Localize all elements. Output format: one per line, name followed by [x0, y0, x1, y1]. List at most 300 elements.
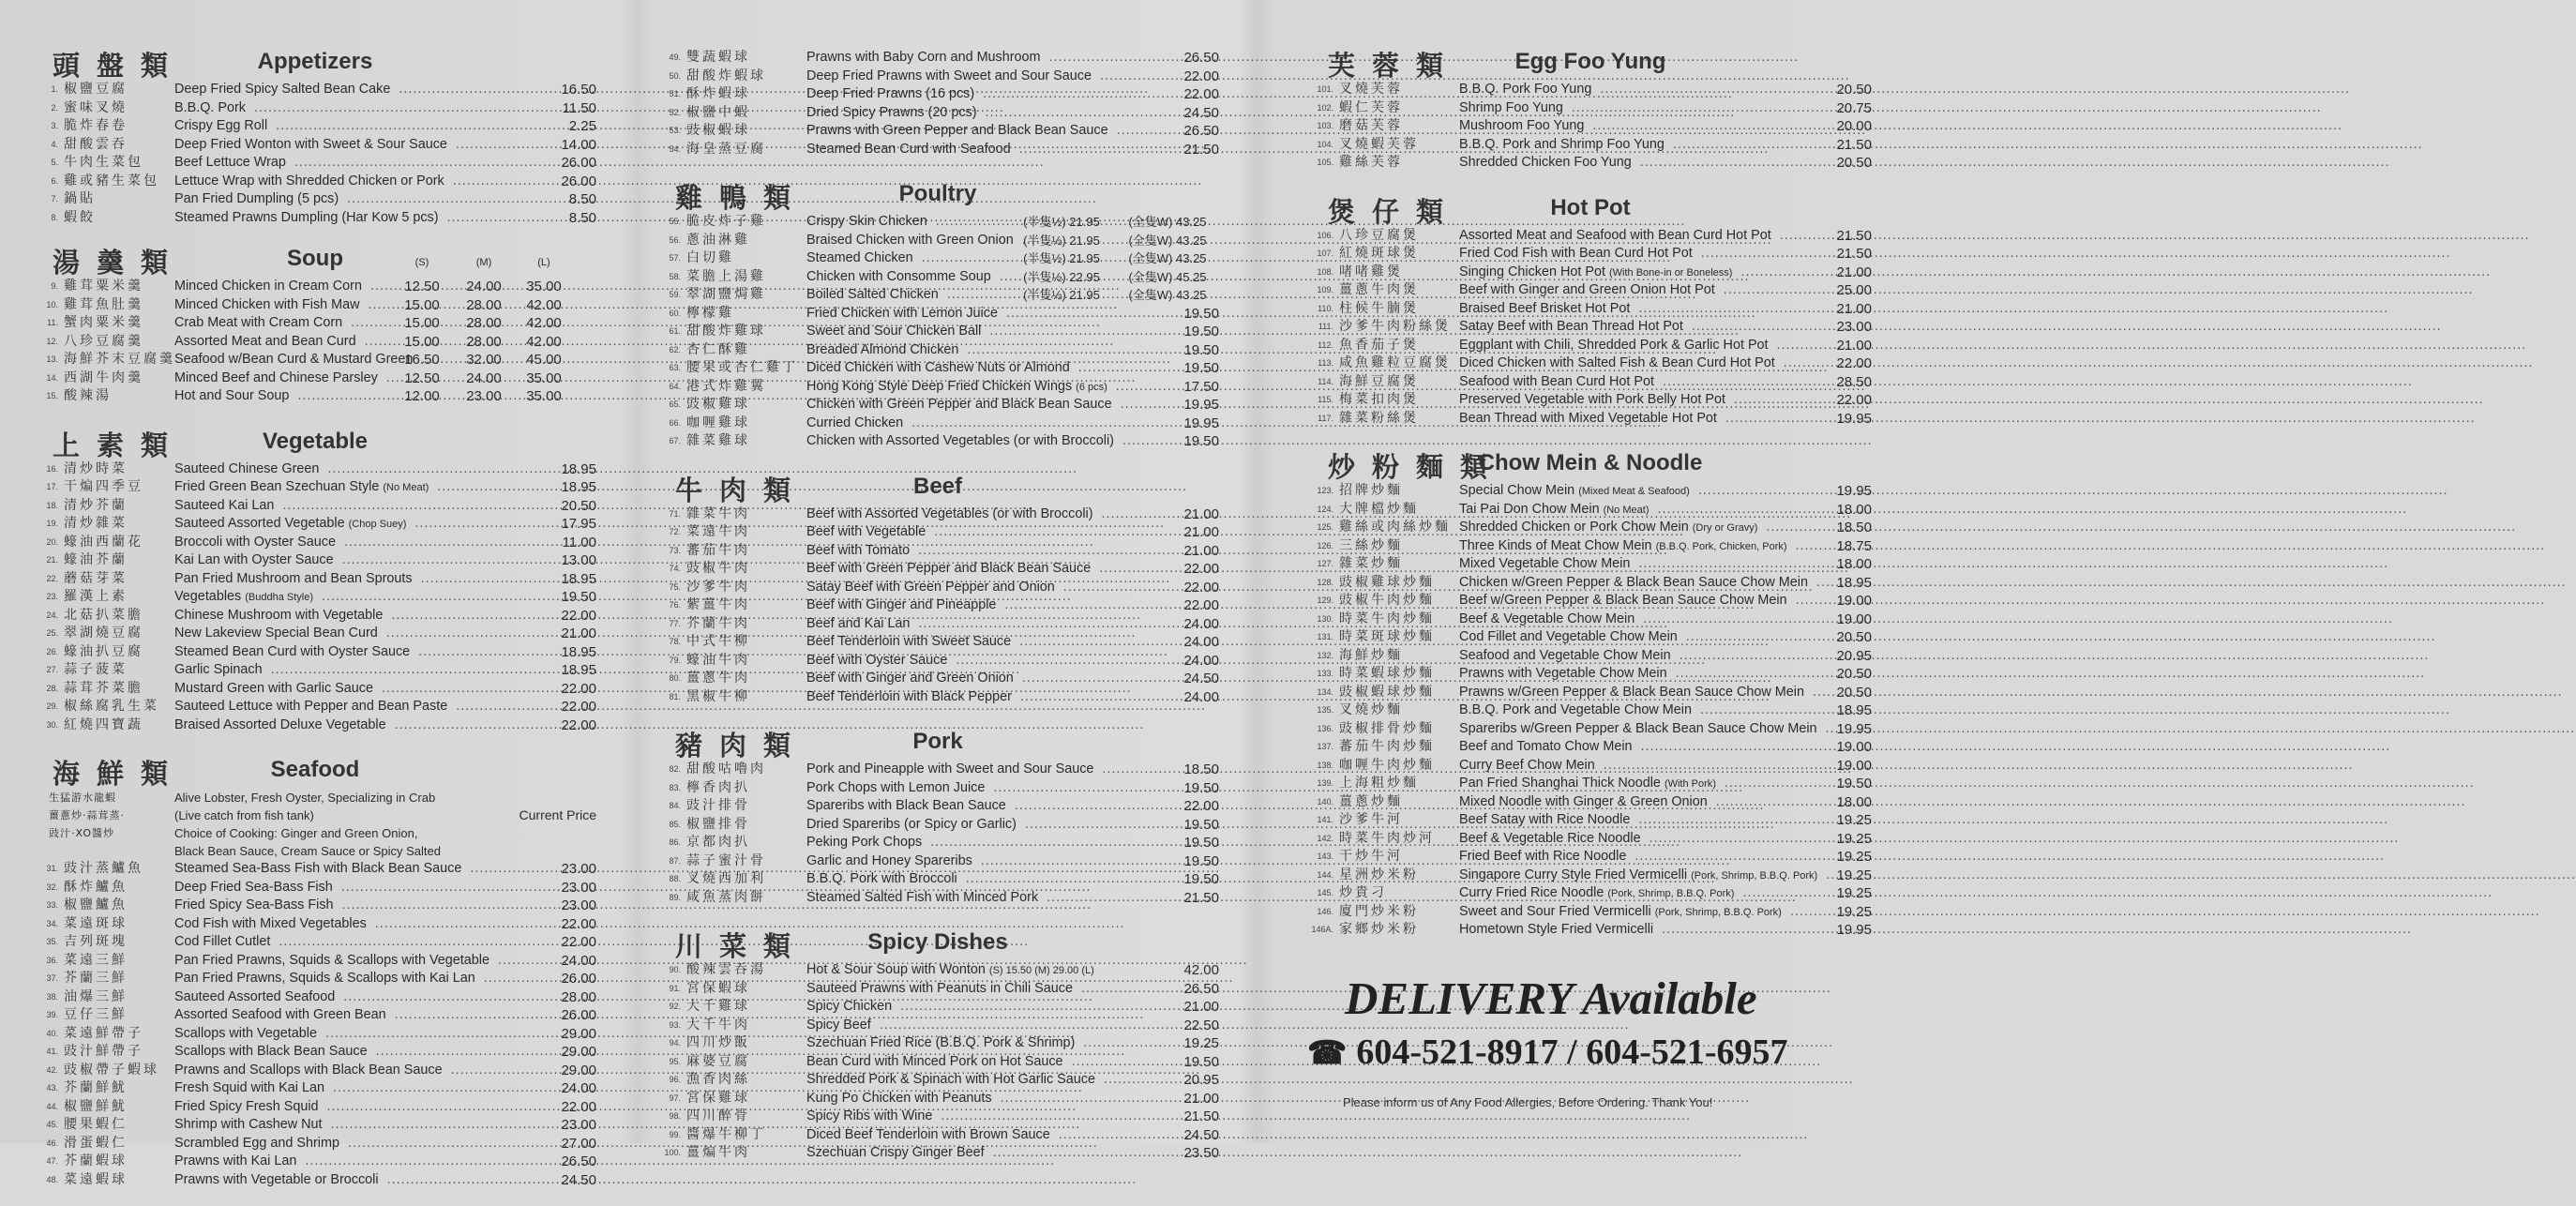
menu-item — [34, 1098, 596, 1117]
seafood-note — [34, 842, 596, 860]
item-name — [174, 1171, 512, 1190]
item-name-text: Steamed Salted Fish with Minced Pork — [806, 889, 1039, 905]
item-number: 74. — [669, 564, 681, 573]
menu-item — [34, 661, 596, 680]
item-name-text: Singapore Curry Style Fried Vermicelli — [1459, 867, 1688, 882]
menu-item — [34, 278, 596, 296]
item-name-text: Prawns with Green Pepper and Black Bean Sauce — [806, 123, 1108, 138]
item-price: 18.95 — [1836, 702, 1872, 718]
item-number: 86. — [669, 837, 681, 847]
item-name-chinese: 牛肉生菜包 — [64, 155, 143, 170]
item-name-text: Sauteed Chinese Green — [174, 460, 320, 476]
item-number: 84. — [669, 801, 681, 810]
menu-item — [1309, 337, 1872, 355]
menu-item — [1309, 903, 1872, 922]
item-price: 21.50 — [1836, 246, 1872, 262]
item-name-chinese: 杏仁酥雞 — [686, 341, 750, 357]
item-price: 13.00 — [561, 552, 596, 568]
note-text: (Live catch from fish tank) — [174, 808, 314, 822]
item-price-half: (半隻½) 21.95 — [1023, 288, 1100, 302]
item-number: 101. — [1317, 84, 1333, 94]
item-name-text: Garlic and Honey Spareribs — [806, 852, 972, 868]
item-price: 22.00 — [1183, 561, 1219, 577]
item-number: 46. — [46, 1138, 58, 1148]
item-price: 23.00 — [561, 1117, 596, 1133]
menu-item — [1309, 264, 1872, 282]
item-number: 22. — [46, 573, 58, 583]
item-note: (Pork, Shrimp, B.B.Q. Pork) — [1691, 869, 1818, 882]
item-number: 111. — [1318, 322, 1333, 331]
item-price: 20.95 — [1183, 1072, 1219, 1088]
item-number: 139. — [1317, 778, 1333, 788]
item-price-whole: (全隻W) 43.25 — [1128, 251, 1207, 265]
item-number: 64. — [669, 381, 681, 391]
menu-item — [34, 387, 596, 406]
item-number: 55. — [669, 217, 681, 226]
item-number: 141. — [1317, 815, 1333, 824]
allergy-notice: Please inform us of Any Food Allergies, Before Ordering. Thank You! — [1343, 1095, 1713, 1109]
menu-item — [34, 497, 596, 516]
item-name-text: Steamed Prawns Dumpling (Har Kow 5 pcs) — [174, 209, 439, 225]
item-price: 21.00 — [1183, 524, 1219, 540]
item-name-text: Curry Fried Rice Noodle — [1459, 885, 1604, 900]
item-name — [174, 1043, 512, 1062]
item-number: 80. — [669, 673, 681, 683]
item-price-m: 28.00 — [466, 333, 502, 350]
item-price: 26.50 — [1183, 980, 1219, 997]
item-number: 3. — [51, 121, 58, 130]
item-name — [806, 1090, 1135, 1108]
item-name-text: B.B.Q. Pork — [174, 99, 246, 115]
item-name-chinese: 油爆三鮮 — [64, 988, 128, 1004]
item-name — [174, 351, 414, 369]
item-name — [1459, 574, 1808, 593]
section-title: Pork — [912, 729, 963, 754]
item-name — [174, 897, 512, 915]
item-name — [806, 797, 1135, 816]
item-number: 135. — [1317, 705, 1333, 715]
item-number: 102. — [1317, 102, 1333, 113]
item-name-text: Beef w/Green Pepper & Black Bean Sauce Chow Mein — [1459, 593, 1787, 608]
item-number: 34. — [46, 918, 58, 928]
item-price: 11.50 — [562, 99, 596, 116]
item-number: 90. — [669, 965, 681, 974]
item-name-text: Minced Chicken in Cream Corn — [174, 279, 362, 294]
item-price-whole: (全隻W) 45.25 — [1128, 269, 1207, 284]
item-name-text: Cod Fillet Cutlet — [174, 934, 271, 949]
item-price: 21.50 — [1836, 227, 1872, 244]
item-number: 66. — [669, 417, 681, 428]
item-name-chinese: 麻婆豆腐 — [686, 1053, 750, 1069]
item-name-chinese: 吉列斑塊 — [64, 934, 128, 949]
menu-item — [1309, 884, 1872, 903]
section-header — [1309, 189, 1872, 227]
item-name-chinese: 沙爹牛肉 — [686, 579, 750, 595]
menu-item — [34, 933, 596, 952]
item-number: 106. — [1317, 230, 1333, 240]
item-note: (Mixed Meat & Seafood) — [1578, 486, 1690, 497]
item-number: 25. — [46, 628, 58, 638]
item-name — [1459, 628, 1787, 647]
item-name-text: Steamed Sea-Bass Fish with Black Bean Sauce — [174, 861, 462, 876]
item-name — [174, 209, 512, 228]
item-price: 19.50 — [561, 589, 596, 605]
item-price: 19.00 — [1836, 739, 1872, 755]
item-number: 88. — [669, 874, 681, 883]
menu-item — [656, 560, 1219, 579]
menu-section — [656, 723, 1219, 907]
item-price: 23.00 — [561, 861, 596, 877]
section-title-chinese: 炒粉麵類 — [1328, 451, 1505, 483]
item-name-text: Diced Chicken with Cashew Nuts or Almond — [806, 360, 1070, 375]
item-price-whole: (全隻W) 43.25 — [1128, 233, 1207, 248]
menu-item — [656, 249, 1219, 268]
item-name — [174, 387, 381, 406]
item-name-chinese: 翠湖燒豆腐 — [64, 626, 143, 641]
item-name-chinese: 脆皮炸子雞 — [686, 214, 766, 229]
item-name-chinese: 豉椒牛肉 — [686, 561, 750, 576]
item-number: 67. — [669, 436, 681, 445]
item-number: 27. — [46, 665, 58, 674]
item-name-text: Spareribs with Black Bean Sauce — [806, 798, 1006, 813]
item-name — [1459, 830, 1787, 849]
item-name — [1459, 793, 1787, 812]
menu-item — [1309, 811, 1872, 830]
item-name-chinese: 甜酸炸雞球 — [686, 324, 766, 339]
section-header — [34, 43, 596, 81]
item-number: 26. — [46, 646, 58, 656]
item-name — [174, 588, 512, 608]
item-price-m: 23.00 — [466, 388, 502, 404]
item-number: 83. — [669, 782, 681, 792]
menu-item — [656, 323, 1219, 341]
item-name — [806, 122, 1135, 141]
item-name — [806, 1017, 1135, 1035]
item-name-text: Beef and Kai Lan — [806, 615, 911, 631]
item-name — [806, 560, 1135, 579]
item-name-chinese: 清炒芥蘭 — [64, 497, 128, 513]
item-price: 21.00 — [1836, 337, 1872, 354]
item-price: 19.95 — [1836, 720, 1872, 737]
item-number: 32. — [46, 882, 58, 892]
item-price: 19.50 — [1836, 776, 1872, 791]
item-name-text: Kung Po Chicken with Peanuts — [806, 1090, 992, 1106]
menu-item — [1309, 793, 1872, 812]
item-number: 45. — [46, 1120, 58, 1129]
item-price: 26.00 — [561, 155, 596, 171]
item-name-chinese: 海皇蒸豆腐 — [686, 141, 766, 157]
menu-item — [656, 49, 1219, 68]
item-number: 14. — [46, 372, 58, 383]
item-name — [806, 249, 1003, 268]
item-number: 53. — [669, 126, 681, 135]
item-name-chinese: 豉汁蒸鱸魚 — [64, 861, 143, 876]
item-price: 24.50 — [1183, 671, 1219, 686]
item-name-chinese: 滑蛋蝦仁 — [64, 1135, 128, 1151]
item-name — [1459, 245, 1787, 264]
item-name-chinese: 菜遠鮮帶子 — [64, 1025, 143, 1041]
item-name-text: Braised Beef Brisket Hot Pot — [1459, 300, 1631, 316]
item-number: 127. — [1317, 559, 1333, 568]
item-name-text: Beef with Tomato — [806, 542, 911, 558]
item-name — [174, 369, 381, 388]
item-price: 23.00 — [561, 897, 596, 913]
item-number: 71. — [669, 508, 681, 519]
item-name — [1459, 884, 1787, 904]
item-number: 51. — [669, 89, 681, 98]
menu-item — [34, 173, 596, 191]
item-name-text: Steamed Bean Curd with Oyster Sauce — [174, 643, 411, 659]
item-name — [174, 551, 512, 570]
menu-item — [34, 99, 596, 118]
item-name — [806, 998, 1135, 1017]
item-number: 146A. — [1311, 925, 1333, 934]
item-name-text: Lettuce Wrap with Shredded Chicken or Pork — [174, 173, 444, 188]
item-name-chinese: 豉椒雞球炒麵 — [1339, 574, 1435, 590]
item-name-chinese: 翠湖鹽焗雞 — [686, 287, 766, 302]
item-note: (Dry or Gravy) — [1692, 522, 1758, 534]
menu-item — [656, 816, 1219, 835]
item-price: 19.95 — [1836, 410, 1872, 427]
item-name-chinese: 薑煸牛肉 — [686, 1145, 750, 1160]
item-number: 1. — [51, 84, 58, 94]
menu-item — [656, 779, 1219, 798]
menu-item — [1309, 81, 1872, 99]
item-price-m: 32.00 — [466, 352, 502, 368]
item-name-chinese: 脆炸春卷 — [64, 118, 128, 133]
menu-item — [34, 534, 596, 552]
item-number: 59. — [669, 290, 681, 299]
size-label: (M) — [475, 257, 492, 268]
item-name — [174, 117, 512, 136]
item-name-chinese: 雜菜粉絲煲 — [1339, 410, 1419, 426]
item-name-chinese: 薑蔥牛肉 — [686, 671, 750, 686]
item-number: 89. — [669, 892, 681, 902]
item-price: 21.50 — [1183, 1108, 1219, 1124]
item-price: 19.50 — [1183, 816, 1219, 833]
item-note: (Buddha Style) — [245, 592, 313, 603]
item-name-text: Minced Chicken with Fish Maw — [174, 296, 360, 312]
item-number: 103. — [1317, 121, 1333, 130]
item-number: 109. — [1317, 285, 1333, 294]
item-number: 123. — [1317, 486, 1333, 495]
item-price: 29.00 — [561, 1044, 596, 1060]
item-number: 43. — [46, 1083, 58, 1093]
item-name-chinese: 檸檬雞 — [686, 305, 734, 321]
item-name — [806, 378, 1135, 398]
item-price: 24.00 — [1183, 634, 1219, 650]
item-name-text: Beef & Vegetable Chow Mein — [1459, 611, 1635, 626]
menu-item — [656, 670, 1219, 688]
menu-item — [656, 1034, 1219, 1053]
item-name-chinese: 椒鹽中蝦 — [686, 104, 750, 120]
item-number: 24. — [46, 610, 58, 620]
note-chinese: 生猛游水龍蝦 — [49, 791, 116, 804]
item-name-text: Three Kinds of Meat Chow Mein — [1459, 537, 1652, 553]
item-number: 145. — [1317, 888, 1333, 897]
item-name-chinese: 蠔油芥蘭 — [64, 552, 128, 567]
item-price: 19.25 — [1836, 830, 1872, 847]
item-name-text: Mixed Vegetable Chow Mein — [1459, 556, 1631, 571]
item-name — [174, 680, 512, 699]
item-name — [806, 834, 1135, 852]
menu-item — [34, 296, 596, 315]
item-name — [806, 1053, 1135, 1072]
item-name-text: Beef with Oyster Sauce — [806, 652, 948, 668]
menu-item — [34, 81, 596, 99]
item-name-text: Chicken w/Green Pepper & Black Bean Sauce Chow Mein — [1459, 574, 1808, 590]
item-price: 19.25 — [1836, 903, 1872, 920]
item-name-chinese: 咸魚雞粒豆腐煲 — [1339, 355, 1451, 370]
item-price: 19.50 — [1183, 360, 1219, 376]
note-text: Black Bean Sauce, Cream Sauce or Spicy Salted — [174, 844, 441, 858]
item-name — [174, 716, 512, 735]
item-note: (With Pork) — [1664, 778, 1716, 790]
item-name-text: Crispy Skin Chicken — [806, 214, 927, 229]
menu-column-2 — [656, 43, 1219, 1180]
item-name-text: Beef & Vegetable Rice Noodle — [1459, 830, 1641, 846]
menu-item — [34, 952, 596, 971]
item-name-text: Shrimp Foo Yung — [1459, 99, 1563, 115]
item-name-text: Minced Beef and Chinese Parsley — [174, 369, 378, 385]
menu-column-3 — [1309, 43, 1872, 957]
item-name — [174, 1116, 512, 1135]
item-number: 37. — [46, 973, 58, 983]
item-name-chinese: 蝦仁芙蓉 — [1339, 99, 1403, 115]
menu-section — [656, 924, 1219, 1163]
item-name-text: Beef Satay with Rice Noodle — [1459, 812, 1631, 827]
item-price: 19.95 — [1836, 922, 1872, 938]
item-name — [174, 278, 381, 296]
menu-item — [656, 688, 1219, 707]
item-number: 42. — [46, 1064, 58, 1075]
item-name — [174, 314, 381, 333]
item-price: 19.50 — [1183, 324, 1219, 339]
menu-item — [34, 1079, 596, 1098]
item-price: 21.00 — [561, 626, 596, 641]
item-name-chinese: 雙蔬蝦球 — [686, 50, 750, 65]
item-name-text: Sauteed Lettuce with Pepper and Bean Paste — [174, 699, 448, 714]
section-title-chinese: 雞鴨類 — [675, 182, 808, 214]
item-name-chinese: 叉燒蝦芙蓉 — [1339, 136, 1419, 152]
item-number: 117. — [1318, 413, 1333, 423]
item-price: 24.00 — [561, 952, 596, 969]
menu-item — [34, 915, 596, 934]
menu-section — [1309, 445, 1872, 940]
note-chinese: 豉汁·XO醬炒 — [49, 827, 114, 839]
item-name-text: B.B.Q. Pork with Broccoli — [806, 871, 957, 886]
item-price-half: (半隻½) 21.95 — [1023, 251, 1100, 265]
item-price: 26.00 — [561, 173, 596, 189]
item-number: 44. — [46, 1101, 58, 1111]
item-price: 26.50 — [561, 1153, 596, 1169]
item-name-text: Sauteed Kai Lan — [174, 497, 275, 513]
item-name-text: Pan Fried Dumpling (5 pcs) — [174, 191, 339, 206]
item-price: 19.50 — [1183, 779, 1219, 796]
section-title: Egg Foo Yung — [1514, 49, 1666, 74]
item-name-chinese: 咖喱雞球 — [686, 415, 750, 430]
item-number: 48. — [46, 1174, 58, 1184]
item-price: 22.00 — [561, 1098, 596, 1115]
item-name — [174, 1006, 512, 1025]
item-price: 21.00 — [1183, 505, 1219, 522]
item-name-text: Beef with Vegetable — [806, 524, 926, 539]
item-number: 50. — [669, 70, 681, 81]
item-price: 26.50 — [1183, 50, 1219, 66]
section-title-chinese: 芙蓉類 — [1328, 50, 1461, 82]
item-name-chinese: 招牌炒麵 — [1339, 483, 1403, 498]
section-title: Spicy Dishes — [867, 929, 1008, 955]
item-price: 21.00 — [1183, 999, 1219, 1015]
item-price-s: 12.00 — [404, 388, 440, 404]
item-number: 61. — [669, 326, 681, 336]
item-number: 18. — [46, 500, 58, 510]
item-name — [806, 1126, 1135, 1145]
item-price-s: 12.50 — [404, 279, 440, 294]
item-name-chinese: 北菇扒菜膽 — [64, 607, 143, 623]
item-price-l: 35.00 — [526, 388, 562, 404]
item-name-text: Beef and Tomato Chow Mein — [1459, 739, 1633, 754]
item-name-text: Spareribs w/Green Pepper & Black Bean Sauce Chow Mein — [1459, 720, 1817, 736]
item-list — [1309, 482, 1872, 940]
item-name — [806, 432, 1135, 451]
item-number: 143. — [1317, 852, 1333, 861]
menu-item — [656, 652, 1219, 671]
menu-item — [34, 333, 596, 352]
item-name-text: Cod Fillet and Vegetable Chow Mein — [1459, 629, 1678, 644]
item-name-chinese: 腰果或杏仁雞丁 — [686, 360, 798, 375]
item-price-half: (半隻½) 21.95 — [1023, 215, 1100, 229]
item-name — [806, 816, 1135, 835]
item-name-chinese: 豉椒牛肉炒麵 — [1339, 593, 1435, 608]
item-name-text: Deep Fried Prawns with Sweet and Sour Sauce — [806, 68, 1092, 83]
item-price: 24.50 — [1183, 1126, 1219, 1143]
item-name — [806, 213, 1003, 232]
item-number: 142. — [1317, 833, 1333, 843]
item-name — [174, 607, 512, 626]
item-name — [174, 497, 512, 516]
item-name-chinese: 雞茸魚肚羹 — [64, 296, 143, 312]
item-name-chinese: 酥炸鱸魚 — [64, 879, 128, 895]
item-price: 18.50 — [1183, 761, 1219, 777]
item-price-l: 42.00 — [526, 333, 562, 350]
menu-item — [34, 625, 596, 643]
section-title-chinese: 海鮮類 — [53, 758, 186, 790]
telephone-icon: ☎ — [1307, 1036, 1348, 1071]
item-name-chinese: 上海粗炒麵 — [1339, 776, 1419, 791]
item-name — [806, 870, 1135, 889]
item-name — [1459, 701, 1787, 720]
item-name-chinese: 時菜牛肉炒麵 — [1339, 611, 1435, 626]
item-number: 107. — [1317, 249, 1333, 258]
item-name-text: Hot & Sour Soup with Wonton — [806, 962, 986, 977]
item-name-chinese: 芥蘭蝦球 — [64, 1153, 128, 1168]
item-number: 6. — [51, 175, 58, 186]
item-note: (With Bone-in or Boneless) — [1609, 266, 1733, 279]
item-number: 30. — [46, 719, 58, 730]
item-name-chinese: 甜酸咕嚕肉 — [686, 761, 766, 776]
item-name — [174, 698, 512, 716]
item-price: 22.00 — [1183, 597, 1219, 613]
item-name — [806, 415, 1135, 433]
menu-item — [656, 1126, 1219, 1145]
item-name — [174, 81, 512, 99]
item-name-text: Curry Beef Chow Mein — [1459, 757, 1595, 773]
item-name — [1459, 555, 1787, 574]
item-name-chinese: 沙爹牛河 — [1339, 812, 1403, 827]
item-name-text: B.B.Q. Pork and Shrimp Foo Yung — [1459, 136, 1665, 152]
item-name — [174, 136, 512, 155]
